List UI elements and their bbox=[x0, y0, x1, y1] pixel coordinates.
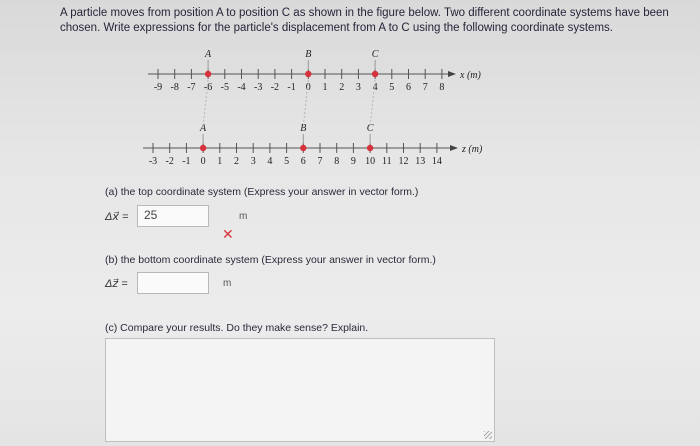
bottom-point-label: B bbox=[300, 123, 307, 134]
bottom-tick-label: 13 bbox=[415, 156, 426, 167]
bottom-tick-label: 14 bbox=[431, 156, 442, 167]
top-axis-label: x (m) bbox=[460, 70, 481, 81]
top-tick-label: -3 bbox=[254, 82, 263, 93]
part-a-input[interactable]: 25 bbox=[137, 205, 209, 227]
bottom-point-label: A bbox=[200, 123, 207, 134]
top-axis-arrow-icon bbox=[448, 71, 456, 77]
bottom-tick-label: -1 bbox=[182, 156, 191, 167]
bottom-tick-label: 4 bbox=[267, 156, 273, 167]
top-tick-label: -9 bbox=[153, 82, 163, 93]
bottom-tick-label: 3 bbox=[250, 156, 256, 167]
coordinate-figure bbox=[0, 0, 700, 200]
bottom-tick-label: 8 bbox=[334, 156, 340, 167]
top-tick-label: -8 bbox=[170, 82, 179, 93]
top-tick-label: -1 bbox=[287, 82, 296, 93]
bottom-tick-label: 2 bbox=[234, 156, 239, 167]
top-tick-label: 7 bbox=[422, 82, 428, 93]
question-line-2: chosen. Write expressions for the particle's displacement from A to C using the following coordinate systems. bbox=[60, 22, 613, 34]
bottom-tick-label: 12 bbox=[398, 156, 409, 167]
top-point-B bbox=[305, 71, 311, 77]
bottom-tick-label: 6 bbox=[300, 156, 306, 167]
part-a-label: (a) the top coordinate system (Express your answer in vector form.) bbox=[105, 186, 419, 198]
top-tick-label: 8 bbox=[439, 82, 445, 93]
bottom-axis-arrow-icon bbox=[450, 145, 458, 151]
top-tick-label: -6 bbox=[203, 82, 213, 93]
top-point-A bbox=[205, 71, 211, 77]
top-tick-label: 5 bbox=[389, 82, 395, 93]
top-point-C bbox=[372, 71, 378, 77]
part-a-answer-row bbox=[105, 205, 247, 227]
delta-x-symbol: Δx⃗ = bbox=[105, 210, 129, 223]
top-point-label: B bbox=[305, 49, 312, 60]
bottom-tick-label: 1 bbox=[217, 156, 223, 167]
bottom-point-B bbox=[300, 145, 306, 151]
delta-z-symbol: Δz⃗ = bbox=[105, 277, 128, 290]
top-tick-label: -5 bbox=[220, 82, 229, 93]
part-b-label: (b) the bottom coordinate system (Express your answer in vector form.) bbox=[105, 254, 436, 266]
bottom-tick-label: 0 bbox=[200, 156, 206, 167]
bottom-tick-label: -2 bbox=[165, 156, 174, 167]
top-point-label: A bbox=[205, 49, 212, 60]
top-tick-label: 6 bbox=[406, 82, 411, 93]
resize-grip-icon[interactable] bbox=[484, 431, 492, 439]
bottom-point-label: C bbox=[366, 123, 374, 134]
bottom-tick-label: 11 bbox=[381, 156, 392, 167]
top-tick-label: 2 bbox=[339, 82, 345, 93]
bottom-axis-label: z (m) bbox=[462, 144, 483, 155]
bottom-point-C bbox=[367, 145, 373, 151]
bottom-tick-label: 5 bbox=[284, 156, 290, 167]
top-tick-label: 1 bbox=[322, 82, 328, 93]
bottom-tick-label: -3 bbox=[148, 156, 158, 167]
part-c-textarea[interactable] bbox=[105, 338, 495, 442]
top-point-label: C bbox=[371, 49, 379, 60]
part-b-answer-row bbox=[105, 272, 231, 294]
question-line-1: A particle moves from position A to position C as shown in the figure below. Two different coordinate systems have been bbox=[60, 7, 669, 19]
top-tick-label: 4 bbox=[372, 82, 378, 93]
part-c-label: (c) Compare your results. Do they make sense? Explain. bbox=[105, 322, 369, 334]
part-b-input[interactable] bbox=[137, 272, 209, 294]
top-tick-label: 0 bbox=[305, 82, 311, 93]
top-tick-label: -7 bbox=[187, 82, 196, 93]
top-tick-label: -2 bbox=[270, 82, 280, 93]
part-a-unit: m bbox=[239, 210, 248, 222]
bottom-tick-label: 10 bbox=[365, 156, 376, 167]
bottom-point-A bbox=[200, 145, 206, 151]
top-tick-label: -4 bbox=[237, 82, 246, 93]
top-tick-label: 3 bbox=[355, 82, 361, 93]
part-b-unit: m bbox=[223, 277, 232, 289]
incorrect-icon: ✕ bbox=[222, 226, 234, 242]
bottom-tick-label: 7 bbox=[317, 156, 323, 167]
bottom-tick-label: 9 bbox=[350, 156, 356, 167]
